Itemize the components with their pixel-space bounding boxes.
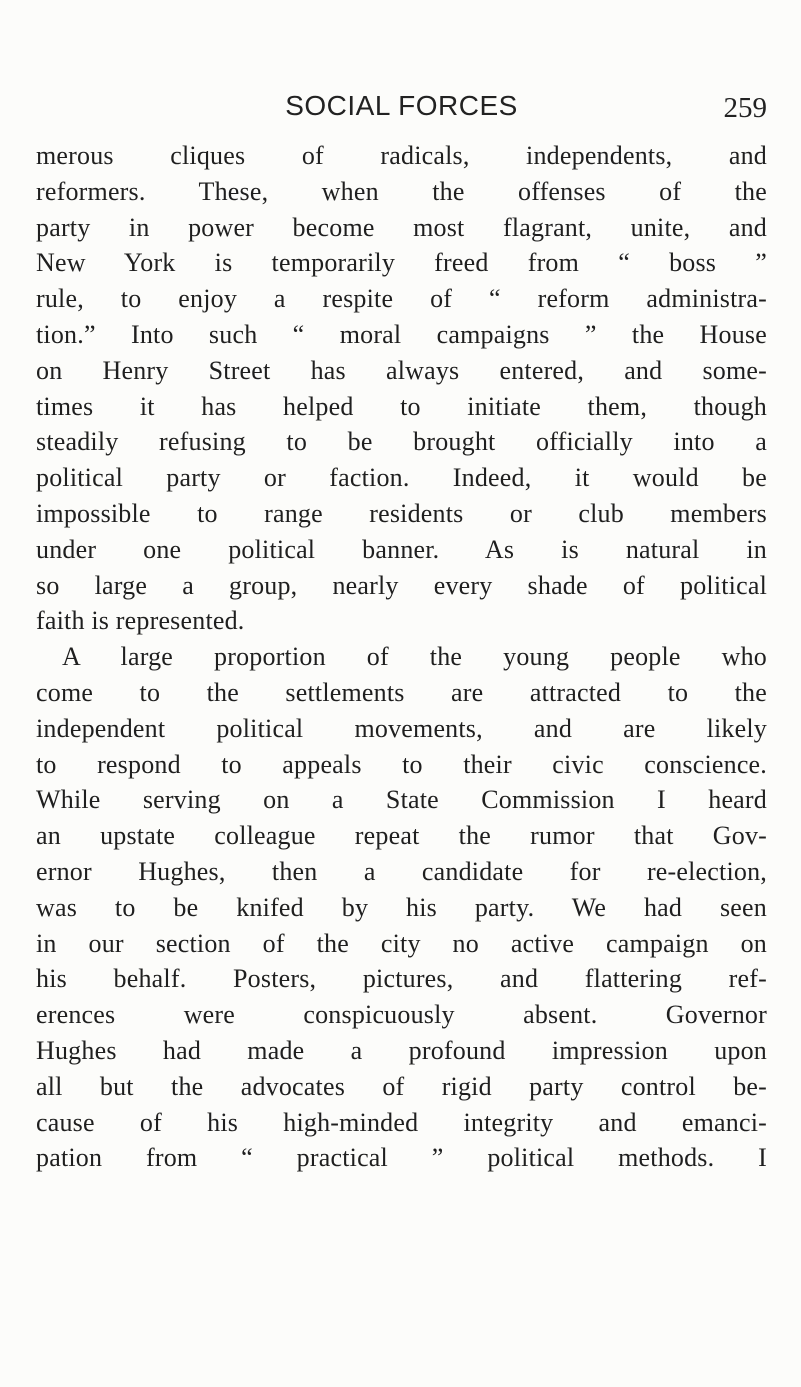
paragraph-1 <box>36 138 767 639</box>
text-line: rule, to enjoy a respite of “ reform administra- <box>36 284 767 314</box>
text-line: merous cliques of radicals, independents, and <box>36 141 767 170</box>
text-line: New York is temporarily freed from “ boss ” <box>36 248 767 278</box>
body-text <box>36 138 767 1176</box>
text-line: his behalf. Posters, pictures, and flattering ref- <box>36 964 767 994</box>
text-line: under one political banner. As is natural in <box>36 534 767 564</box>
text-line: reformers. These, when the offenses of the <box>36 176 767 206</box>
text-line: party in power become most flagrant, unite, and <box>36 212 767 242</box>
text-line: on Henry Street has always entered, and some- <box>36 355 767 385</box>
chapter-title: SOCIAL FORCES <box>285 90 518 121</box>
text-line: so large a group, nearly every shade of political <box>36 570 767 600</box>
text-line: pation from “ practical ” political methods. I <box>36 1143 767 1173</box>
text-line: political party or faction. Indeed, it would be <box>36 463 767 493</box>
text-line: was to be knifed by his party. We had seen <box>36 892 767 922</box>
text-line: independent political movements, and are likely <box>36 713 767 743</box>
text-line: all but the advocates of rigid party control be- <box>36 1071 767 1101</box>
text-line: While serving on a State Commission I heard <box>36 785 767 815</box>
text-line: cause of his high-minded integrity and emanci- <box>36 1107 767 1137</box>
page-number: 259 <box>723 92 767 124</box>
text-line: tion.” Into such “ moral campaigns ” the House <box>36 319 767 349</box>
text-line: come to the settlements are attracted to the <box>36 677 767 707</box>
text-line: Hughes had made a profound impression upon <box>36 1035 767 1065</box>
text-line: A large proportion of the young people who <box>62 642 767 672</box>
text-line: erences were conspicuously absent. Governor <box>36 1000 767 1030</box>
text-line: an upstate colleague repeat the rumor that Gov- <box>36 821 767 851</box>
text-line: faith is represented. <box>36 606 245 636</box>
text-line: steadily refusing to be brought officially into a <box>36 427 767 457</box>
text-line: in our section of the city no active campaign on <box>36 928 767 958</box>
text-line: ernor Hughes, then a candidate for re-election, <box>36 856 767 886</box>
running-head <box>36 86 767 126</box>
text-line: times it has helped to initiate them, though <box>36 391 767 421</box>
paragraph-2 <box>36 639 767 1176</box>
text-line: to respond to appeals to their civic conscience. <box>36 749 767 779</box>
text-line: impossible to range residents or club members <box>36 498 767 528</box>
